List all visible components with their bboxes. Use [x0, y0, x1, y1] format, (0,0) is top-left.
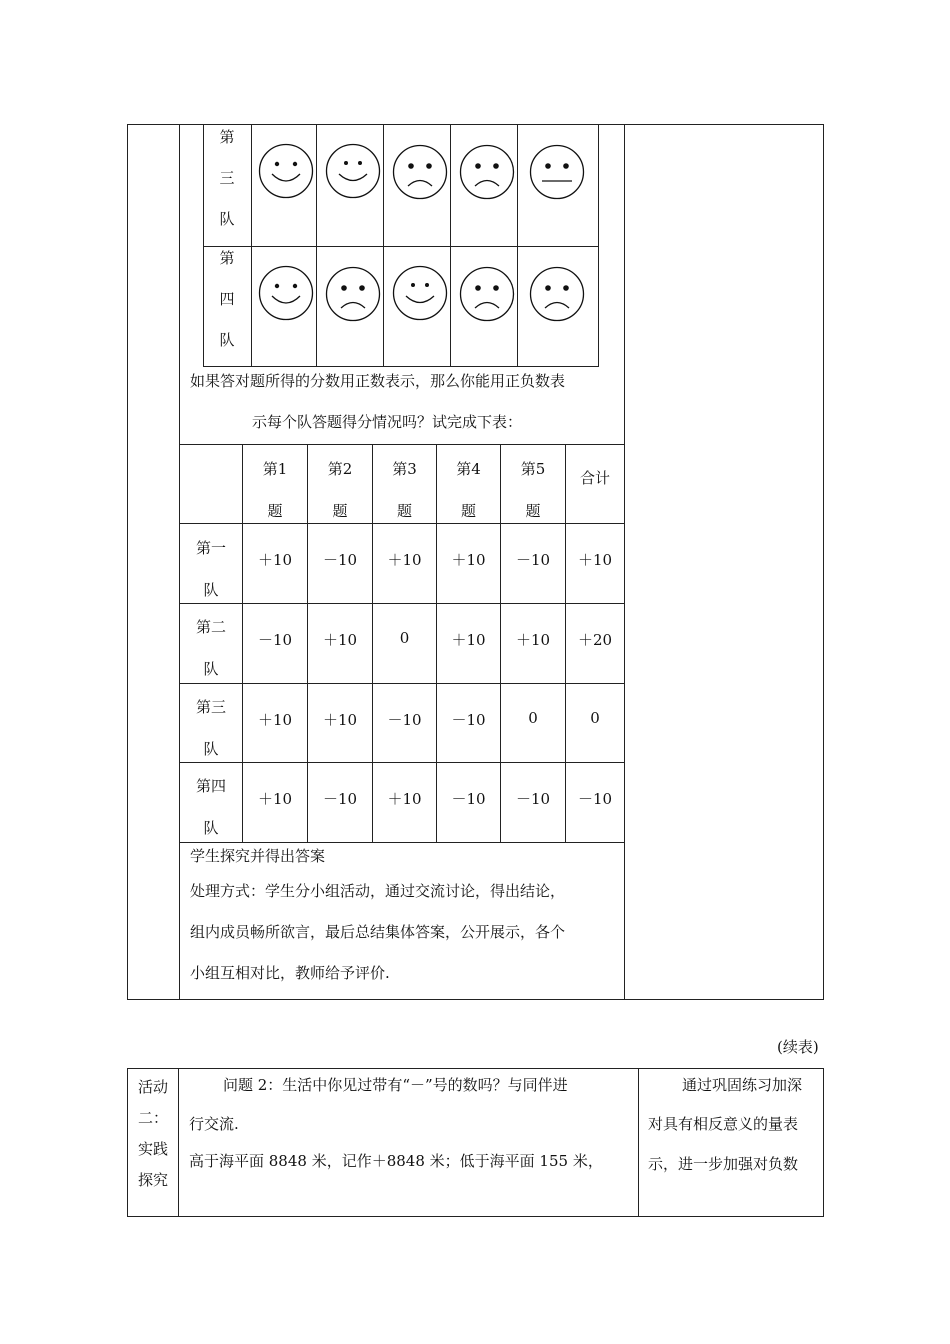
- smile-icon: [392, 265, 448, 321]
- score-row-label: 第四 队: [195, 777, 226, 837]
- score-cell: －10: [257, 631, 293, 649]
- score-row-label: 第二 队: [195, 618, 226, 678]
- score-cell: －10: [515, 790, 551, 808]
- score-header-total: 合计: [579, 469, 610, 487]
- score-cell: ＋10: [387, 790, 422, 808]
- question-line-2: 行交流.: [189, 1115, 239, 1133]
- smile-icon: [258, 265, 314, 321]
- activity-note-1: 通过巩固练习加深: [682, 1076, 803, 1094]
- score-header-2: 第2 题: [327, 460, 353, 520]
- score-header-5: 第5 题: [520, 460, 546, 520]
- score-cell: ＋10: [257, 790, 293, 808]
- score-cell: ＋10: [257, 551, 293, 569]
- intro-line-1: 如果答对题所得的分数用正数表示，那么你能用正负数表: [190, 372, 566, 390]
- score-header-3: 第3 题: [392, 460, 417, 520]
- score-cell: ＋10: [451, 551, 486, 569]
- score-header-4: 第4 题: [456, 460, 481, 520]
- frown-icon: [459, 144, 515, 200]
- activity-note-3: 示，进一步加强对负数: [648, 1155, 799, 1173]
- question-line-3: 高于海平面 8848 米，记作＋8848 米；低于海平面 155 米，: [189, 1152, 603, 1170]
- smiley-row-label-3: 第 三 队: [219, 128, 235, 228]
- score-cell: ＋20: [577, 631, 613, 649]
- frown-icon: [392, 144, 448, 200]
- score-cell: －10: [322, 551, 358, 569]
- question-line-1: 问题 2：生活中你见过带有“－”号的数吗？与同伴进: [223, 1076, 568, 1094]
- conclusion-line-3: 组内成员畅所欲言，最后总结集体答案，公开展示，各个: [190, 923, 566, 941]
- score-cell: ＋10: [257, 711, 293, 729]
- score-cell: ＋10: [577, 551, 613, 569]
- conclusion-line-2: 处理方式：学生分小组活动，通过交流讨论，得出结论，: [190, 882, 566, 900]
- score-cell: ＋10: [387, 551, 422, 569]
- score-cell: ＋10: [451, 631, 486, 649]
- neutral-icon: [529, 144, 585, 200]
- score-row-label: 第一 队: [195, 539, 226, 599]
- score-cell: 0: [528, 709, 538, 727]
- score-cell: 0: [399, 629, 410, 647]
- score-cell: 0: [590, 709, 600, 727]
- activity-label: 活动 二： 实践 探究: [137, 1078, 168, 1189]
- score-cell: －10: [387, 711, 422, 729]
- frown-icon: [459, 266, 515, 322]
- smile-icon: [325, 143, 381, 199]
- frown-icon: [325, 266, 381, 322]
- conclusion-line-1: 学生探究并得出答案: [190, 847, 326, 865]
- frown-icon: [529, 266, 585, 322]
- conclusion-line-4: 小组互相对比，教师给予评价.: [190, 964, 390, 982]
- smile-icon: [258, 143, 314, 199]
- score-cell: －10: [451, 790, 486, 808]
- score-cell: －10: [451, 711, 486, 729]
- smiley-row-label-4: 第 四 队: [219, 249, 235, 349]
- score-cell: ＋10: [322, 711, 358, 729]
- score-cell: －10: [577, 790, 613, 808]
- intro-line-2: 示每个队答题得分情况吗？试完成下表：: [252, 413, 523, 431]
- score-cell: ＋10: [322, 631, 358, 649]
- continued-label: (续表): [777, 1038, 819, 1056]
- outer-col-divider-2: [624, 124, 625, 1000]
- score-row-label: 第三 队: [195, 698, 226, 758]
- score-cell: ＋10: [515, 631, 551, 649]
- activity-note-2: 对具有相反意义的量表: [648, 1115, 799, 1133]
- score-header-1: 第1 题: [262, 460, 288, 520]
- score-cell: －10: [322, 790, 358, 808]
- score-cell: －10: [515, 551, 551, 569]
